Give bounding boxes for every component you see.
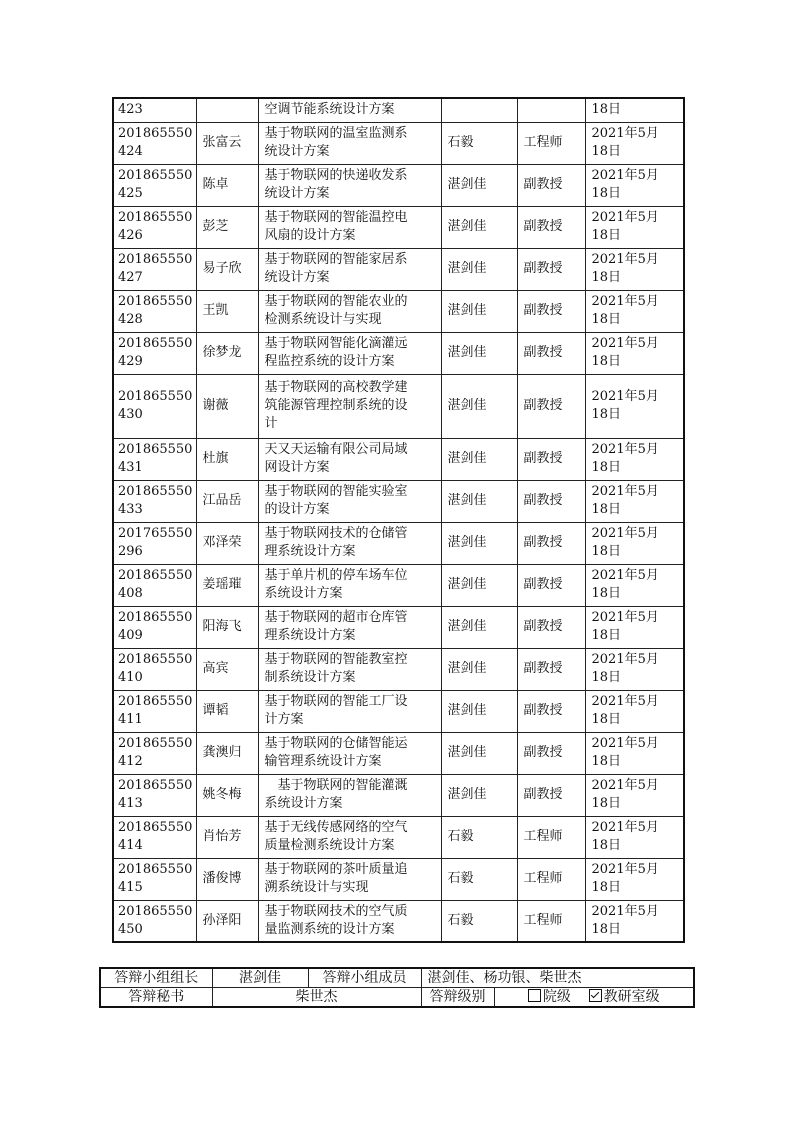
defense-date-cell: 2021年5月 18日 [585, 816, 684, 858]
thesis-topic-cell: 基于物联网的仓储智能运 输管理系统设计方案 [258, 732, 441, 774]
table-row [113, 98, 684, 122]
thesis-topic-cell: 天又天运输有限公司局域 网设计方案 [258, 438, 441, 480]
secretary-value: 柴世杰 [212, 988, 421, 1008]
advisor-cell: 湛剑佳 [441, 164, 517, 206]
table-row [113, 332, 684, 374]
advisor-title-cell: 副教授 [517, 648, 585, 690]
level-label: 答辩级别 [421, 988, 494, 1008]
table-row [113, 438, 684, 480]
table-row [113, 206, 684, 248]
defense-date-cell: 2021年5月 18日 [585, 606, 684, 648]
student-name-cell: 龚澳归 [196, 732, 258, 774]
table-row [113, 248, 684, 290]
student-name-cell: 徐梦龙 [196, 332, 258, 374]
student-name-cell: 高宾 [196, 648, 258, 690]
defense-date-cell: 2021年5月 18日 [585, 290, 684, 332]
advisor-cell: 石毅 [441, 816, 517, 858]
advisor-title-cell: 副教授 [517, 690, 585, 732]
table-row [113, 522, 684, 564]
student-id-cell: 201865550 409 [113, 606, 196, 648]
advisor-cell: 湛剑佳 [441, 732, 517, 774]
table-row [113, 564, 684, 606]
student-id-cell: 201865550 428 [113, 290, 196, 332]
members-value: 湛剑佳、杨功银、柴世杰 [421, 968, 694, 988]
student-id-cell: 201865550 411 [113, 690, 196, 732]
college-level-label: 院级 [542, 989, 571, 1005]
thesis-topic-cell: 基于无线传感网络的空气 质量检测系统设计方案 [258, 816, 441, 858]
table-row [113, 732, 684, 774]
defense-date-cell: 2021年5月 18日 [585, 858, 684, 900]
dept-level-label: 教研室级 [603, 989, 660, 1005]
table-row [113, 774, 684, 816]
advisor-title-cell: 工程师 [517, 900, 585, 942]
advisor-title-cell: 副教授 [517, 774, 585, 816]
table-row [113, 164, 684, 206]
thesis-topic-cell: 基于物联网的温室监测系 统设计方案 [258, 122, 441, 164]
table-row [113, 858, 684, 900]
advisor-cell: 湛剑佳 [441, 206, 517, 248]
defense-date-cell: 2021年5月 18日 [585, 332, 684, 374]
student-name-cell: 谭韬 [196, 690, 258, 732]
table-row [113, 648, 684, 690]
table-row [113, 374, 684, 438]
leader-label: 答辩小组组长 [100, 968, 212, 988]
thesis-topic-cell: 基于物联网的超市仓库管 理系统设计方案 [258, 606, 441, 648]
student-id-cell: 201865550 415 [113, 858, 196, 900]
advisor-cell: 湛剑佳 [441, 564, 517, 606]
table-row [113, 900, 684, 942]
defense-date-cell: 2021年5月 18日 [585, 122, 684, 164]
thesis-topic-cell: 基于物联网技术的仓储管 理系统设计方案 [258, 522, 441, 564]
defense-date-cell: 2021年5月 18日 [585, 564, 684, 606]
defense-date-cell: 2021年5月 18日 [585, 648, 684, 690]
advisor-title-cell: 副教授 [517, 206, 585, 248]
dept-level-checkbox[interactable] [589, 989, 602, 1002]
student-name-cell [196, 98, 258, 122]
thesis-topic-cell: 基于物联网技术的空气质 量监测系统的设计方案 [258, 900, 441, 942]
advisor-cell [441, 98, 517, 122]
defense-date-cell: 2021年5月 18日 [585, 900, 684, 942]
student-name-cell: 陈卓 [196, 164, 258, 206]
student-id-cell: 201865550 408 [113, 564, 196, 606]
student-name-cell: 姜瑶璀 [196, 564, 258, 606]
advisor-cell: 湛剑佳 [441, 248, 517, 290]
advisor-cell: 石毅 [441, 900, 517, 942]
defense-date-cell: 2021年5月 18日 [585, 522, 684, 564]
defense-date-cell: 2021年5月 18日 [585, 480, 684, 522]
defense-date-cell: 2021年5月 18日 [585, 248, 684, 290]
student-id-cell: 201865550 425 [113, 164, 196, 206]
thesis-topic-cell: 基于单片机的停车场车位 系统设计方案 [258, 564, 441, 606]
student-name-cell: 张富云 [196, 122, 258, 164]
advisor-title-cell: 副教授 [517, 248, 585, 290]
advisor-title-cell: 工程师 [517, 858, 585, 900]
table-row [113, 290, 684, 332]
defense-date-cell: 2021年5月 18日 [585, 164, 684, 206]
thesis-topic-cell: 基于物联网的高校教学建 筑能源管理控制系统的设 计 [258, 374, 441, 438]
student-name-cell: 彭芝 [196, 206, 258, 248]
advisor-cell: 湛剑佳 [441, 480, 517, 522]
table-row [113, 606, 684, 648]
advisor-title-cell: 副教授 [517, 332, 585, 374]
thesis-topic-cell: 基于物联网的智能教室控 制系统设计方案 [258, 648, 441, 690]
student-id-cell: 201865550 426 [113, 206, 196, 248]
advisor-cell: 湛剑佳 [441, 438, 517, 480]
level-options [494, 988, 694, 1008]
leader-value: 湛剑佳 [212, 968, 308, 988]
advisor-title-cell: 工程师 [517, 122, 585, 164]
thesis-topic-cell: 基于物联网的智能工厂设 计方案 [258, 690, 441, 732]
advisor-title-cell: 副教授 [517, 480, 585, 522]
advisor-cell: 湛剑佳 [441, 648, 517, 690]
thesis-topic-cell: 基于物联网的智能温控电 风扇的设计方案 [258, 206, 441, 248]
thesis-topic-cell: 基于物联网的智能灌溉 系统设计方案 [258, 774, 441, 816]
advisor-title-cell [517, 98, 585, 122]
student-name-cell: 肖怡芳 [196, 816, 258, 858]
student-id-cell: 201865550 410 [113, 648, 196, 690]
table-row [113, 690, 684, 732]
advisor-cell: 湛剑佳 [441, 332, 517, 374]
advisor-title-cell: 副教授 [517, 374, 585, 438]
advisor-cell: 湛剑佳 [441, 374, 517, 438]
advisor-title-cell: 副教授 [517, 732, 585, 774]
thesis-topic-cell: 基于物联网的茶叶质量追 溯系统设计与实现 [258, 858, 441, 900]
committee-table [99, 967, 695, 1008]
student-name-cell: 潘俊博 [196, 858, 258, 900]
defense-date-cell: 2021年5月 18日 [585, 374, 684, 438]
student-id-cell: 201865550 429 [113, 332, 196, 374]
table-body [113, 98, 684, 942]
student-name-cell: 杜旗 [196, 438, 258, 480]
advisor-title-cell: 副教授 [517, 290, 585, 332]
advisor-cell: 湛剑佳 [441, 606, 517, 648]
student-id-cell: 201865550 424 [113, 122, 196, 164]
student-name-cell: 姚冬梅 [196, 774, 258, 816]
student-id-cell: 201865550 414 [113, 816, 196, 858]
defense-date-cell: 2021年5月 18日 [585, 438, 684, 480]
defense-date-cell: 18日 [585, 98, 684, 122]
thesis-topic-cell: 基于物联网的智能农业的 检测系统设计与实现 [258, 290, 441, 332]
defense-date-cell: 2021年5月 18日 [585, 690, 684, 732]
thesis-topic-cell: 基于物联网的智能家居系 统设计方案 [258, 248, 441, 290]
student-name-cell: 孙泽阳 [196, 900, 258, 942]
advisor-cell: 湛剑佳 [441, 690, 517, 732]
table-row [113, 480, 684, 522]
secretary-label: 答辩秘书 [100, 988, 212, 1008]
student-name-cell: 阳海飞 [196, 606, 258, 648]
defense-date-cell: 2021年5月 18日 [585, 774, 684, 816]
thesis-topic-cell: 空调节能系统设计方案 [258, 98, 441, 122]
student-id-cell: 201865550 433 [113, 480, 196, 522]
defense-schedule-table [112, 97, 685, 943]
defense-date-cell: 2021年5月 18日 [585, 732, 684, 774]
advisor-title-cell: 副教授 [517, 164, 585, 206]
advisor-title-cell: 副教授 [517, 522, 585, 564]
student-id-cell: 201765550 296 [113, 522, 196, 564]
college-level-checkbox[interactable] [528, 989, 541, 1002]
student-id-cell: 201865550 427 [113, 248, 196, 290]
student-id-cell: 201865550 412 [113, 732, 196, 774]
advisor-title-cell: 副教授 [517, 606, 585, 648]
student-name-cell: 邓泽荣 [196, 522, 258, 564]
advisor-cell: 湛剑佳 [441, 522, 517, 564]
advisor-title-cell: 副教授 [517, 438, 585, 480]
thesis-topic-cell: 基于物联网的快递收发系 统设计方案 [258, 164, 441, 206]
advisor-cell: 湛剑佳 [441, 774, 517, 816]
student-id-cell: 201865550 450 [113, 900, 196, 942]
student-id-cell: 201865550 413 [113, 774, 196, 816]
student-name-cell: 易子欣 [196, 248, 258, 290]
advisor-cell: 湛剑佳 [441, 290, 517, 332]
table-row [113, 816, 684, 858]
advisor-title-cell: 副教授 [517, 564, 585, 606]
committee-row-2 [100, 988, 694, 1008]
student-id-cell: 201865550 431 [113, 438, 196, 480]
thesis-topic-cell: 基于物联网智能化滴灌远 程监控系统的设计方案 [258, 332, 441, 374]
thesis-topic-cell: 基于物联网的智能实验室 的设计方案 [258, 480, 441, 522]
student-name-cell: 谢薇 [196, 374, 258, 438]
advisor-cell: 石毅 [441, 122, 517, 164]
student-name-cell: 江品岳 [196, 480, 258, 522]
student-id-cell: 201865550 430 [113, 374, 196, 438]
table-row [113, 122, 684, 164]
committee-row-1 [100, 968, 694, 988]
defense-date-cell: 2021年5月 18日 [585, 206, 684, 248]
advisor-cell: 石毅 [441, 858, 517, 900]
members-label: 答辩小组成员 [308, 968, 421, 988]
student-name-cell: 王凯 [196, 290, 258, 332]
student-id-cell: 423 [113, 98, 196, 122]
advisor-title-cell: 工程师 [517, 816, 585, 858]
